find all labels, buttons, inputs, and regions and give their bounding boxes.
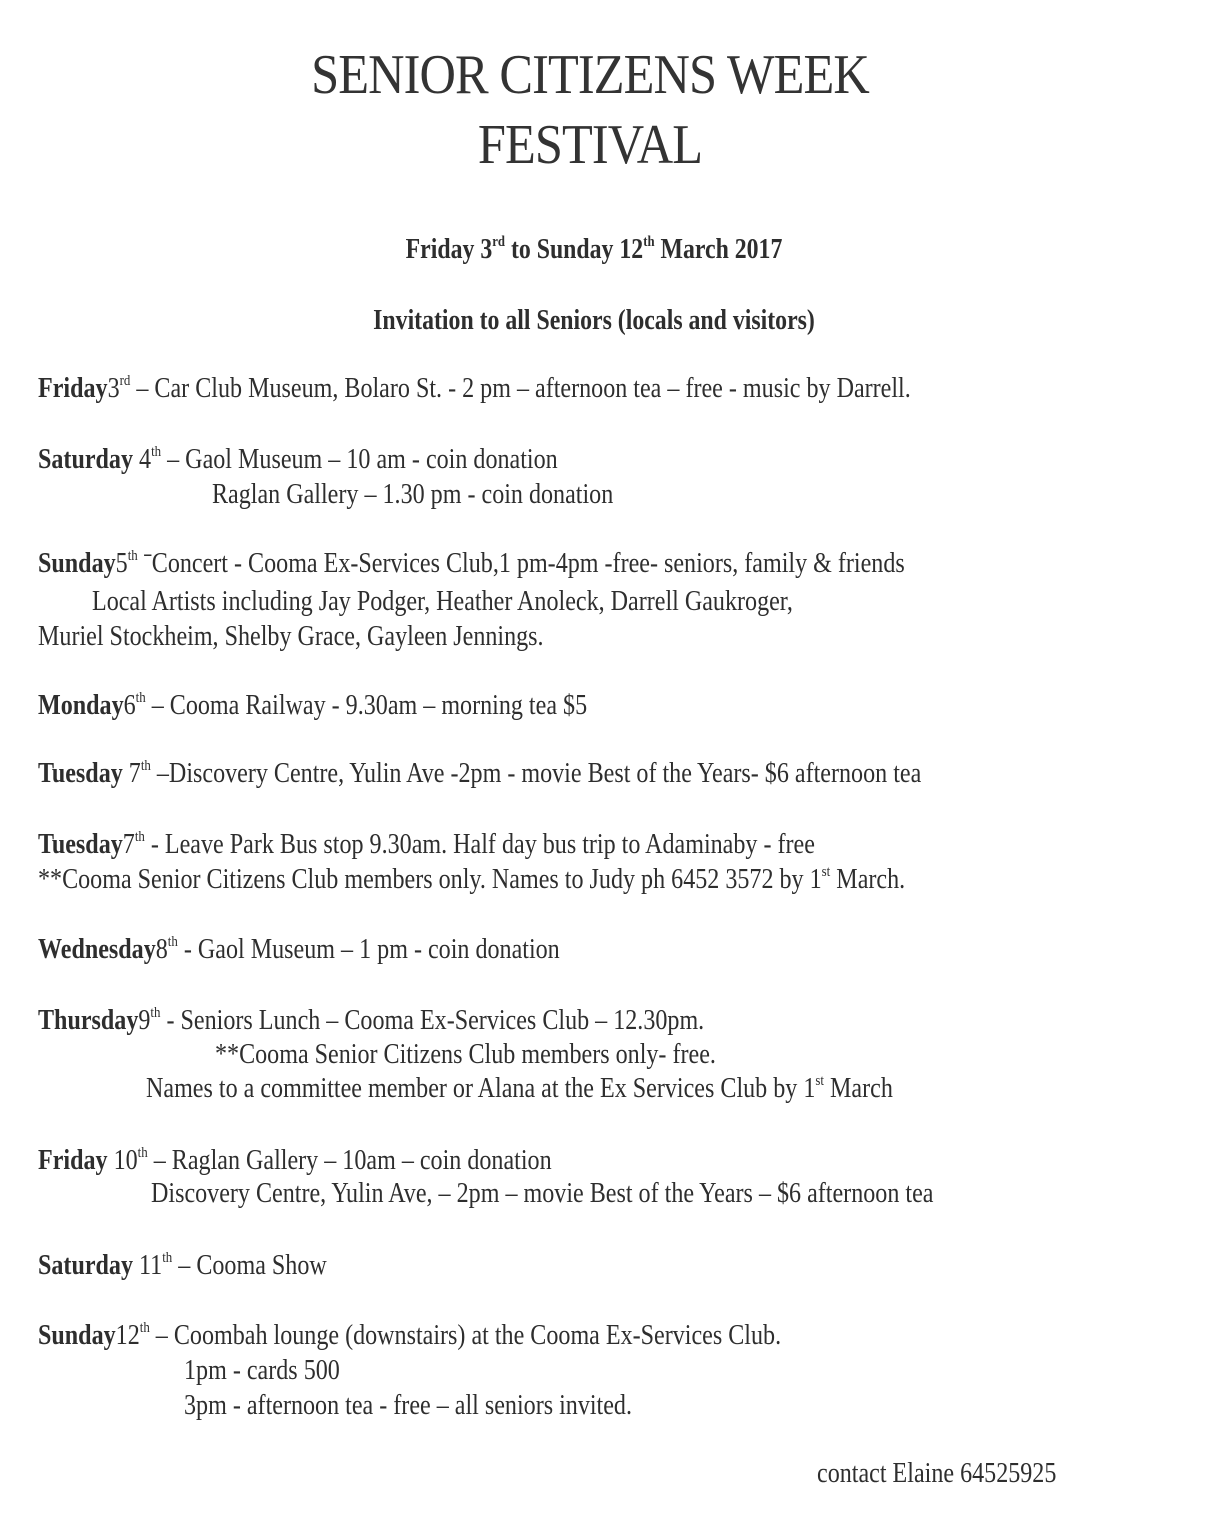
festival-dates: Friday 3rd to Sunday 12th March 2017 [405, 234, 783, 265]
event-sunday-5-artists-2: Muriel Stockheim, Shelby Grace, Gayleen Jennings. [38, 621, 544, 652]
invitation-line: Invitation to all Seniors (locals and visitors) [373, 305, 815, 336]
event-wednesday-8: Wednesday8th - Gaol Museum – 1 pm - coin donation [38, 934, 560, 965]
event-tuesday-7-bus-note: **Cooma Senior Citizens Club members only. Names to Judy ph 6452 3572 by 1st March. [38, 864, 906, 895]
event-sunday-5-artists-1: Local Artists including Jay Podger, Heather Anoleck, Darrell Gaukroger, [92, 586, 793, 617]
event-friday-10: Friday 10th – Raglan Gallery – 10am – coin donation [38, 1145, 552, 1176]
event-thursday-9-note-1: **Cooma Senior Citizens Club members only- free. [215, 1039, 716, 1070]
event-sunday-5: Sunday5th ˉConcert - Cooma Ex-Services Club,1 pm-4pm -free- seniors, family & friends [38, 548, 905, 579]
event-monday-6: Monday6th – Cooma Railway - 9.30am – morning tea $5 [38, 690, 588, 721]
event-saturday-4-detail: Raglan Gallery – 1.30 pm - coin donation [212, 479, 614, 510]
event-tuesday-7-movie: Tuesday 7th –Discovery Centre, Yulin Ave -2pm - movie Best of the Years- $6 afternoon tea [38, 758, 922, 789]
event-thursday-9-note-2: Names to a committee member or Alana at the Ex Services Club by 1st March [146, 1073, 893, 1104]
event-saturday-11: Saturday 11th – Cooma Show [38, 1250, 327, 1281]
event-friday-3: Friday3rd – Car Club Museum, Bolaro St. - 2 pm – afternoon tea – free - music by Darrell. [38, 373, 911, 404]
event-saturday-4: Saturday 4th – Gaol Museum – 10 am - coin donation [38, 444, 558, 475]
event-thursday-9: Thursday9th - Seniors Lunch – Cooma Ex-Services Club – 12.30pm. [38, 1005, 705, 1036]
event-sunday-12-tea: 3pm - afternoon tea - free – all seniors invited. [184, 1390, 633, 1421]
event-sunday-12-cards: 1pm - cards 500 [184, 1355, 340, 1386]
flyer-title-line-1: SENIOR CITIZENS WEEK [311, 44, 869, 106]
contact-line: contact Elaine 64525925 [817, 1458, 1057, 1489]
event-sunday-12: Sunday12th – Coombah lounge (downstairs) at the Cooma Ex-Services Club. [38, 1320, 782, 1351]
event-tuesday-7-bus: Tuesday7th - Leave Park Bus stop 9.30am. Half day bus trip to Adaminaby - free [38, 829, 815, 860]
flyer-title-line-2: FESTIVAL [477, 114, 703, 176]
event-friday-10-detail: Discovery Centre, Yulin Ave, – 2pm – movie Best of the Years – $6 afternoon tea [151, 1178, 934, 1209]
